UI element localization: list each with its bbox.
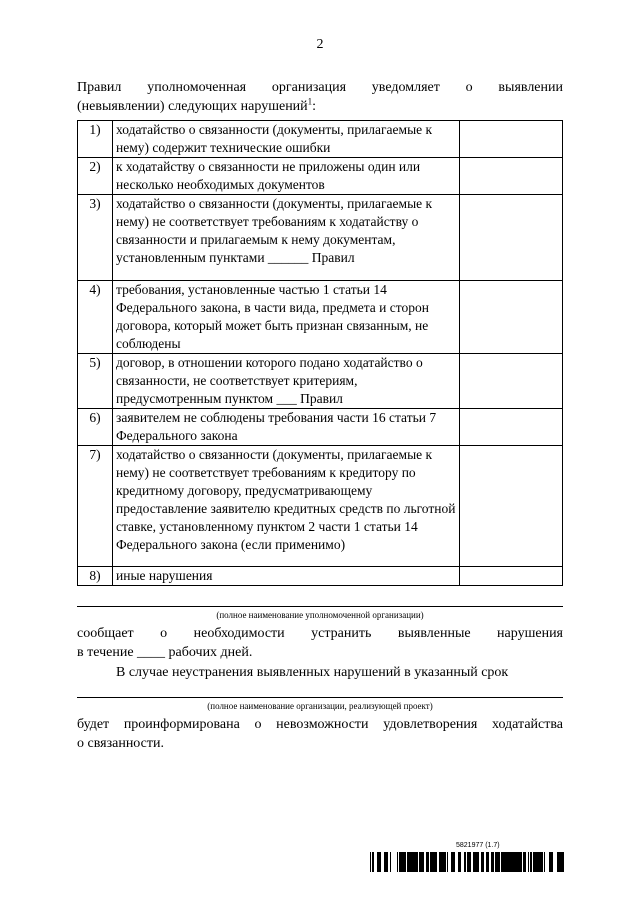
deadline-line-1: сообщает о необходимости устранить выявленные нарушения	[77, 626, 563, 641]
row-number: 8)	[78, 567, 113, 586]
deadline-line-2: в течение ____ рабочих дней.	[77, 645, 253, 660]
table-row	[78, 281, 563, 354]
project-org-name-line[interactable]	[77, 697, 563, 698]
authorized-org-caption: (полное наименование уполномоченной организации)	[216, 610, 424, 620]
notification-line-1: будет проинформирована о невозможности удовлетворения ходатайства	[77, 717, 563, 732]
row-number: 1)	[78, 121, 113, 158]
row-number: 3)	[78, 195, 113, 281]
row-text: ходатайство о связанности (документы, прилагаемые к нему) не соответствует требованиям к кредитору по кредитному договору, предусматривающему предоставление заявителю кредитных средств по льготной ставке, установленному пунктом 2 части 1 статьи 14 Федерального закона (если применимо)	[113, 446, 460, 567]
notification-line-2: о связанности.	[77, 736, 164, 751]
row-mark-cell[interactable]	[460, 281, 563, 354]
intro-line-1: Правил уполномоченная организация уведомляет о выявлении	[77, 80, 563, 95]
row-mark-cell[interactable]	[460, 354, 563, 409]
project-org-caption: (полное наименование организации, реализующей проект)	[207, 701, 433, 711]
table-row	[78, 121, 563, 158]
row-number: 7)	[78, 446, 113, 567]
notification-paragraph	[77, 715, 563, 753]
authorized-org-name-line[interactable]	[77, 606, 563, 607]
footnote-mark: 1	[307, 96, 313, 107]
barcode-icon	[370, 852, 565, 872]
row-text: ходатайство о связанности (документы, прилагаемые к нему) не соответствует требованиям к ходатайству о связанности и прилагаемым к нему документам, установленным пунктами ______ Правил	[113, 195, 460, 281]
table-row	[78, 158, 563, 195]
row-mark-cell[interactable]	[460, 446, 563, 567]
intro-paragraph	[77, 78, 563, 116]
row-number: 2)	[78, 158, 113, 195]
row-number: 6)	[78, 409, 113, 446]
table-row	[78, 567, 563, 586]
row-mark-cell[interactable]	[460, 195, 563, 281]
row-number: 5)	[78, 354, 113, 409]
non-elimination-paragraph: В случае неустранения выявленных нарушений в указанный срок	[116, 665, 509, 680]
page-number: 2	[316, 37, 324, 52]
deadline-paragraph	[77, 624, 563, 662]
row-mark-cell[interactable]	[460, 409, 563, 446]
row-text: иные нарушения	[113, 567, 460, 586]
table-row	[78, 409, 563, 446]
row-text: заявителем не соблюдены требования части 16 статьи 7 Федерального закона	[113, 409, 460, 446]
row-text: договор, в отношении которого подано ходатайство о связанности, не соответствует критериям, предусмотренным пунктом ___ Правил	[113, 354, 460, 409]
row-mark-cell[interactable]	[460, 121, 563, 158]
table-row	[78, 195, 563, 281]
row-number: 4)	[78, 281, 113, 354]
document-code: 5821977 (1.7)	[456, 842, 500, 849]
table-row	[78, 446, 563, 567]
row-text: требования, установленные частью 1 статьи 14 Федерального закона, в части вида, предмета и сторон договора, который может быть признан связанным, не соблюдены	[113, 281, 460, 354]
row-mark-cell[interactable]	[460, 158, 563, 195]
row-mark-cell[interactable]	[460, 567, 563, 586]
violations-table	[77, 120, 563, 586]
intro-line-2-text: (невыявлении) следующих нарушений	[77, 99, 308, 114]
table-row	[78, 354, 563, 409]
intro-line-2	[77, 97, 563, 116]
row-text: ходатайство о связанности (документы, прилагаемые к нему) содержит технические ошибки	[113, 121, 460, 158]
intro-line-2-end: :	[312, 99, 317, 114]
row-text: к ходатайству о связанности не приложены один или несколько необходимых документов	[113, 158, 460, 195]
